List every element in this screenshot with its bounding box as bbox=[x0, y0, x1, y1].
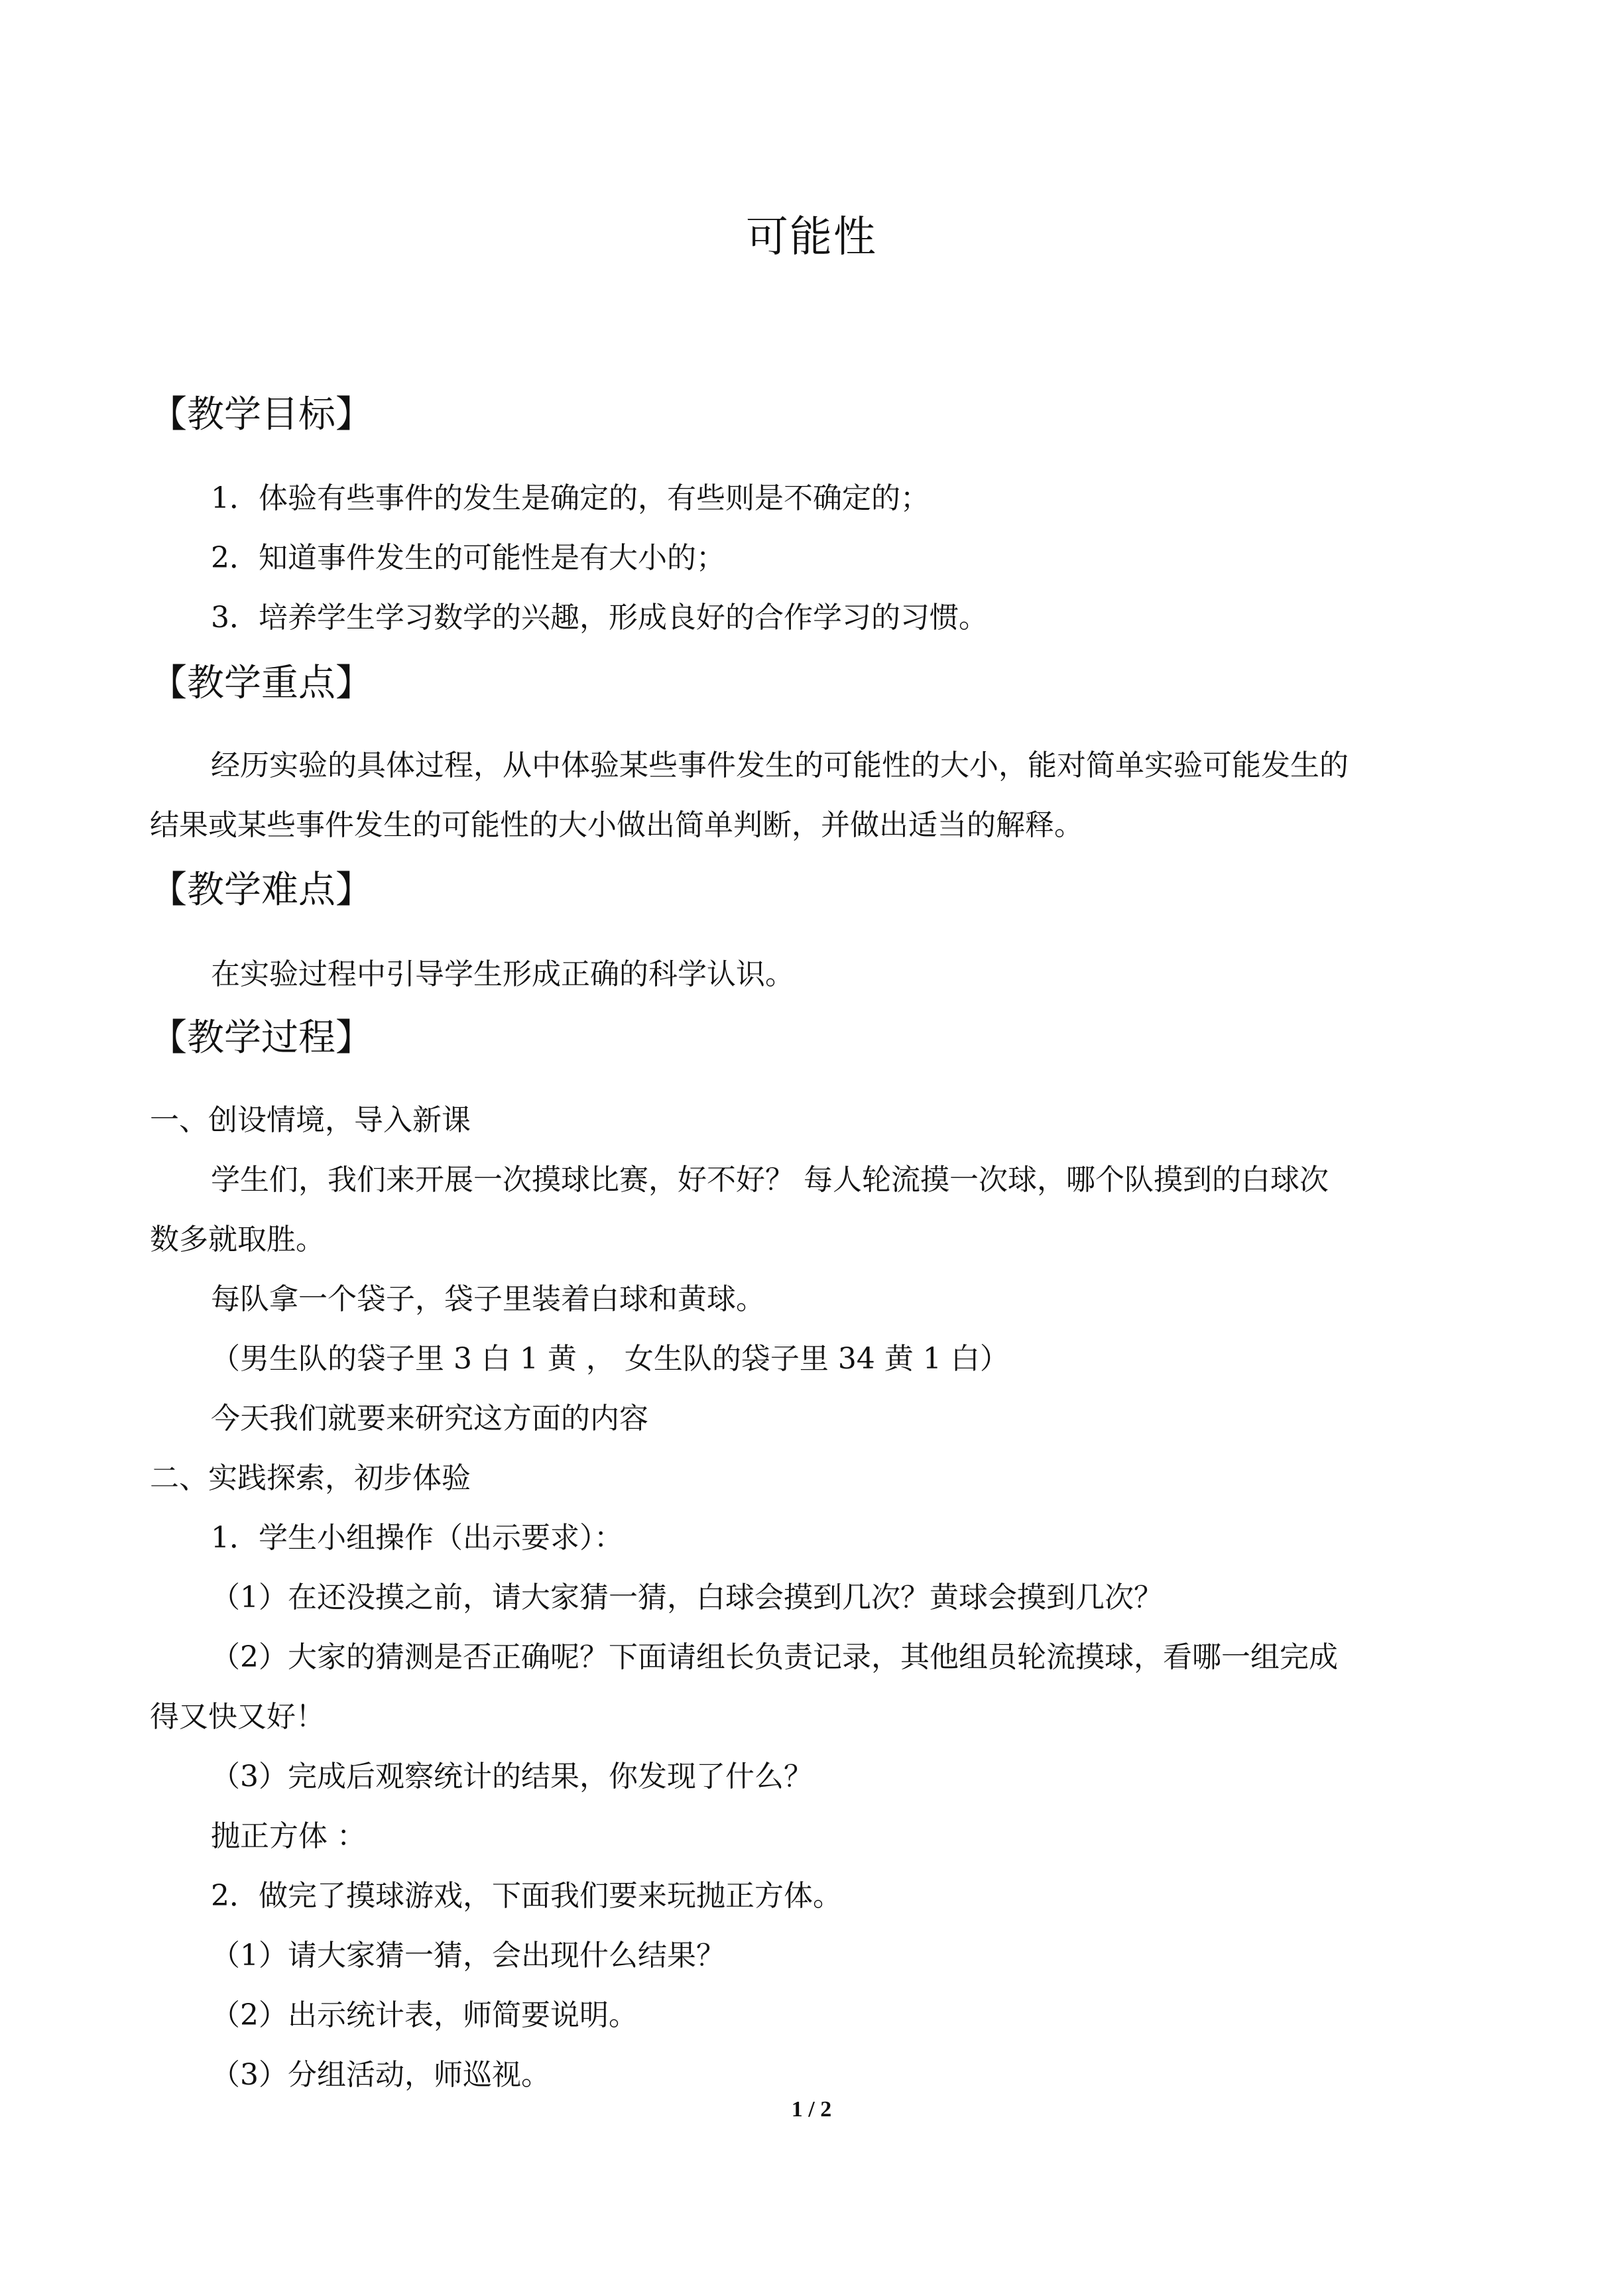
process-part1-para-3: （男生队的袋子里 3 白 1 黄 ， 女生队的袋子里 34 黄 1 白） bbox=[211, 1342, 1009, 1376]
process-part1-para-2: 每队拿一个袋子，袋子里装着白球和黄球。 bbox=[211, 1282, 765, 1316]
objective-item-3: 3．培养学生学习数学的兴趣，形成良好的合作学习的习惯。 bbox=[211, 601, 988, 634]
process-part2-label: 抛正方体 ： bbox=[211, 1819, 366, 1853]
objective-item-1: 1．体验有些事件的发生是确定的，有些则是不确定的； bbox=[211, 481, 930, 515]
difficulties-paragraph: 在实验过程中引导学生形成正确的科学认识。 bbox=[211, 957, 794, 991]
process-part2-title: 二、实践探索，初步体验 bbox=[150, 1461, 471, 1495]
page-number: 1 / 2 bbox=[791, 2097, 832, 2122]
page-title: 可能性 bbox=[746, 213, 877, 262]
process-part2-step-2-item-3: （3）分组活动，师巡视。 bbox=[211, 2058, 550, 2092]
process-part1-para-4: 今天我们就要来研究这方面的内容 bbox=[211, 1402, 648, 1435]
process-part2-step-2-item-2: （2）出示统计表，师简要说明。 bbox=[211, 1998, 638, 2032]
process-part2-step-1-item-2-line-1: （2）大家的猜测是否正确呢？下面请组长负责记录，其他组员轮流摸球，看哪一组完成 bbox=[211, 1640, 1338, 1674]
process-part2-step-2-item-1: （1）请大家猜一猜，会出现什么结果？ bbox=[211, 1939, 725, 1972]
process-part2-step-1-item-1: （1）在还没摸之前，请大家猜一猜，白球会摸到几次？黄球会摸到几次？ bbox=[211, 1581, 1163, 1614]
process-part2-step-1-item-2-line-2: 得又快又好！ bbox=[150, 1700, 325, 1734]
process-part1-line-1: 学生们，我们来开展一次摸球比赛，好不好？ 每人轮流摸一次球，哪个队摸到的白球次 bbox=[211, 1163, 1329, 1197]
process-part1-title: 一、创设情境，导入新课 bbox=[150, 1103, 471, 1137]
key-points-line-1: 经历实验的具体过程，从中体验某些事件发生的可能性的大小，能对简单实验可能发生的 bbox=[211, 749, 1349, 782]
process-part2-step-1-item-3: （3）完成后观察统计的结果，你发现了什么？ bbox=[211, 1760, 813, 1793]
process-part2-step-1: 1．学生小组操作（出示要求）： bbox=[211, 1521, 623, 1555]
key-points-line-2: 结果或某些事件发生的可能性的大小做出简单判断，并做出适当的解释。 bbox=[150, 808, 1083, 842]
heading-key-points: 【教学重点】 bbox=[150, 662, 373, 705]
process-part1-line-2: 数多就取胜。 bbox=[150, 1223, 325, 1256]
process-part2-step-2: 2．做完了摸球游戏，下面我们要来玩抛正方体。 bbox=[211, 1879, 842, 1913]
heading-process: 【教学过程】 bbox=[150, 1016, 373, 1059]
heading-objectives: 【教学目标】 bbox=[150, 393, 373, 436]
heading-difficulties: 【教学难点】 bbox=[150, 869, 373, 912]
objective-item-2: 2．知道事件发生的可能性是有大小的； bbox=[211, 541, 725, 575]
